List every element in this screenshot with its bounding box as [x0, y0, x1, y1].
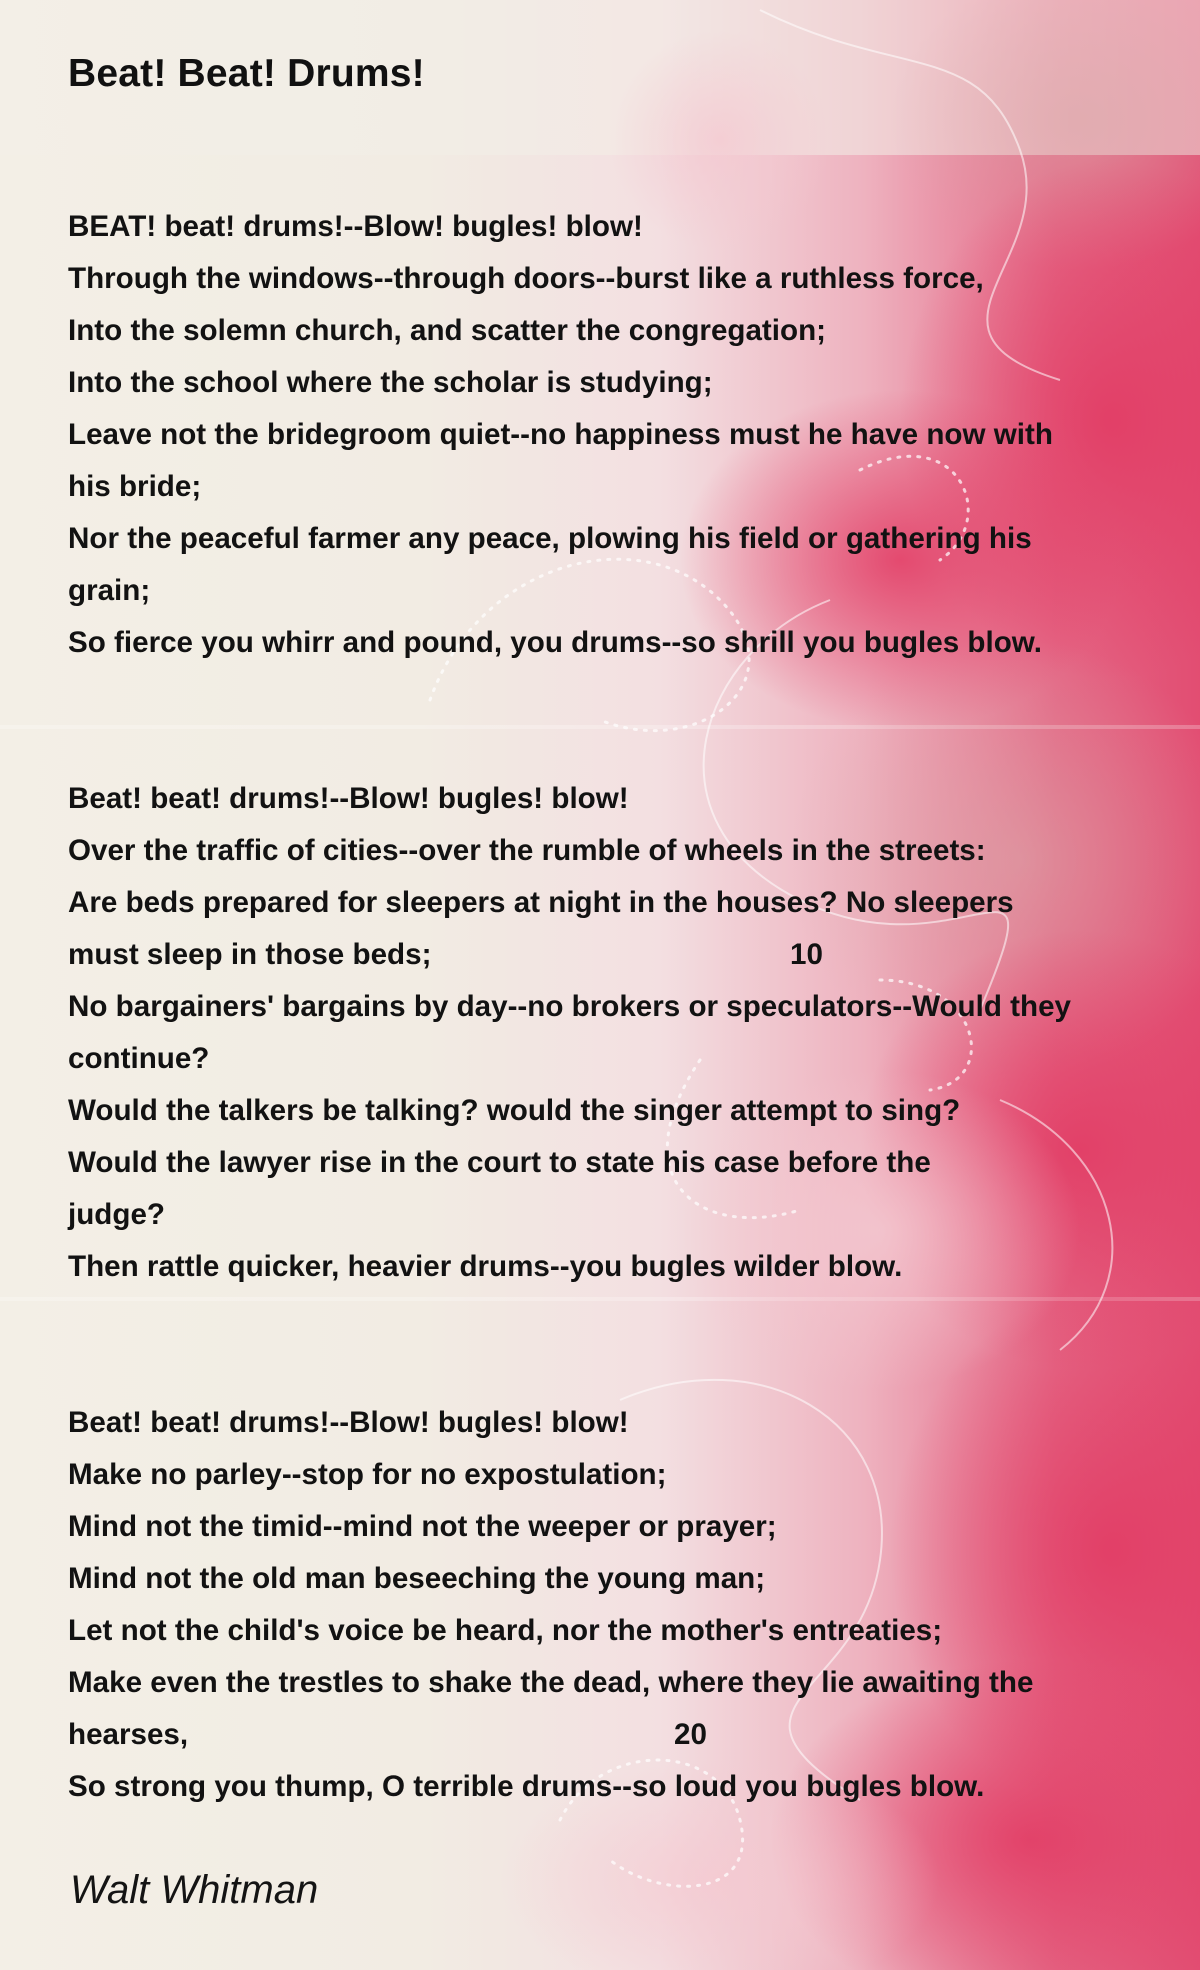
poem-line: Are beds prepared for sleepers at night in the houses? No sleepers — [68, 886, 1014, 919]
line-number: 20 — [674, 1718, 707, 1751]
stanza-3 — [68, 1397, 1178, 1813]
poem-line: So fierce you whirr and pound, you drums--so shrill you bugles blow. — [68, 626, 1042, 659]
poem-line: Then rattle quicker, heavier drums--you bugles wilder blow. — [68, 1250, 903, 1283]
poem-line: No bargainers' bargains by day--no brokers or speculators--Would they — [68, 990, 1072, 1023]
poem-line: Leave not the bridegroom quiet--no happiness must he have now with — [68, 418, 1053, 451]
poem-line: Into the solemn church, and scatter the congregation; — [68, 314, 827, 347]
poem-line: Into the school where the scholar is studying; — [68, 366, 713, 399]
poem-line: judge? — [68, 1198, 165, 1231]
poem-line: Would the talkers be talking? would the singer attempt to sing? — [68, 1094, 961, 1127]
poem-line: grain; — [68, 574, 151, 607]
stanza-1 — [68, 201, 1178, 669]
poem-line-text: must sleep in those beds; — [68, 938, 432, 971]
poem-line: Mind not the timid--mind not the weeper or prayer; — [68, 1510, 777, 1543]
poem-line: continue? — [68, 1042, 210, 1075]
poem-line: Through the windows--through doors--burst like a ruthless force, — [68, 262, 984, 295]
poem-line — [68, 1709, 1178, 1761]
poem-line: Let not the child's voice be heard, nor the mother's entreaties; — [68, 1614, 943, 1647]
line-number: 10 — [790, 938, 823, 971]
poem-line: Make no parley--stop for no expostulation; — [68, 1458, 667, 1491]
poem-title: Beat! Beat! Drums! — [68, 52, 425, 95]
poem-line: BEAT! beat! drums!--Blow! bugles! blow! — [68, 210, 643, 243]
poem-line: Beat! beat! drums!--Blow! bugles! blow! — [68, 1406, 629, 1439]
stanza-2 — [68, 773, 1178, 1293]
poem-line: So strong you thump, O terrible drums--so loud you bugles blow. — [68, 1770, 985, 1803]
poem-line: Make even the trestles to shake the dead, where they lie awaiting the — [68, 1666, 1034, 1699]
poem-line: his bride; — [68, 470, 202, 503]
poem-line: Beat! beat! drums!--Blow! bugles! blow! — [68, 782, 629, 815]
poem-line — [68, 929, 1178, 981]
poem-line: Would the lawyer rise in the court to state his case before the — [68, 1146, 931, 1179]
poem-line: Nor the peaceful farmer any peace, plowing his field or gathering his — [68, 522, 1032, 555]
poem-author: Walt Whitman — [70, 1868, 319, 1912]
poem-line: Mind not the old man beseeching the young man; — [68, 1562, 766, 1595]
poem-line: Over the traffic of cities--over the rumble of wheels in the streets: — [68, 834, 986, 867]
poem-line-text: hearses, — [68, 1718, 189, 1751]
